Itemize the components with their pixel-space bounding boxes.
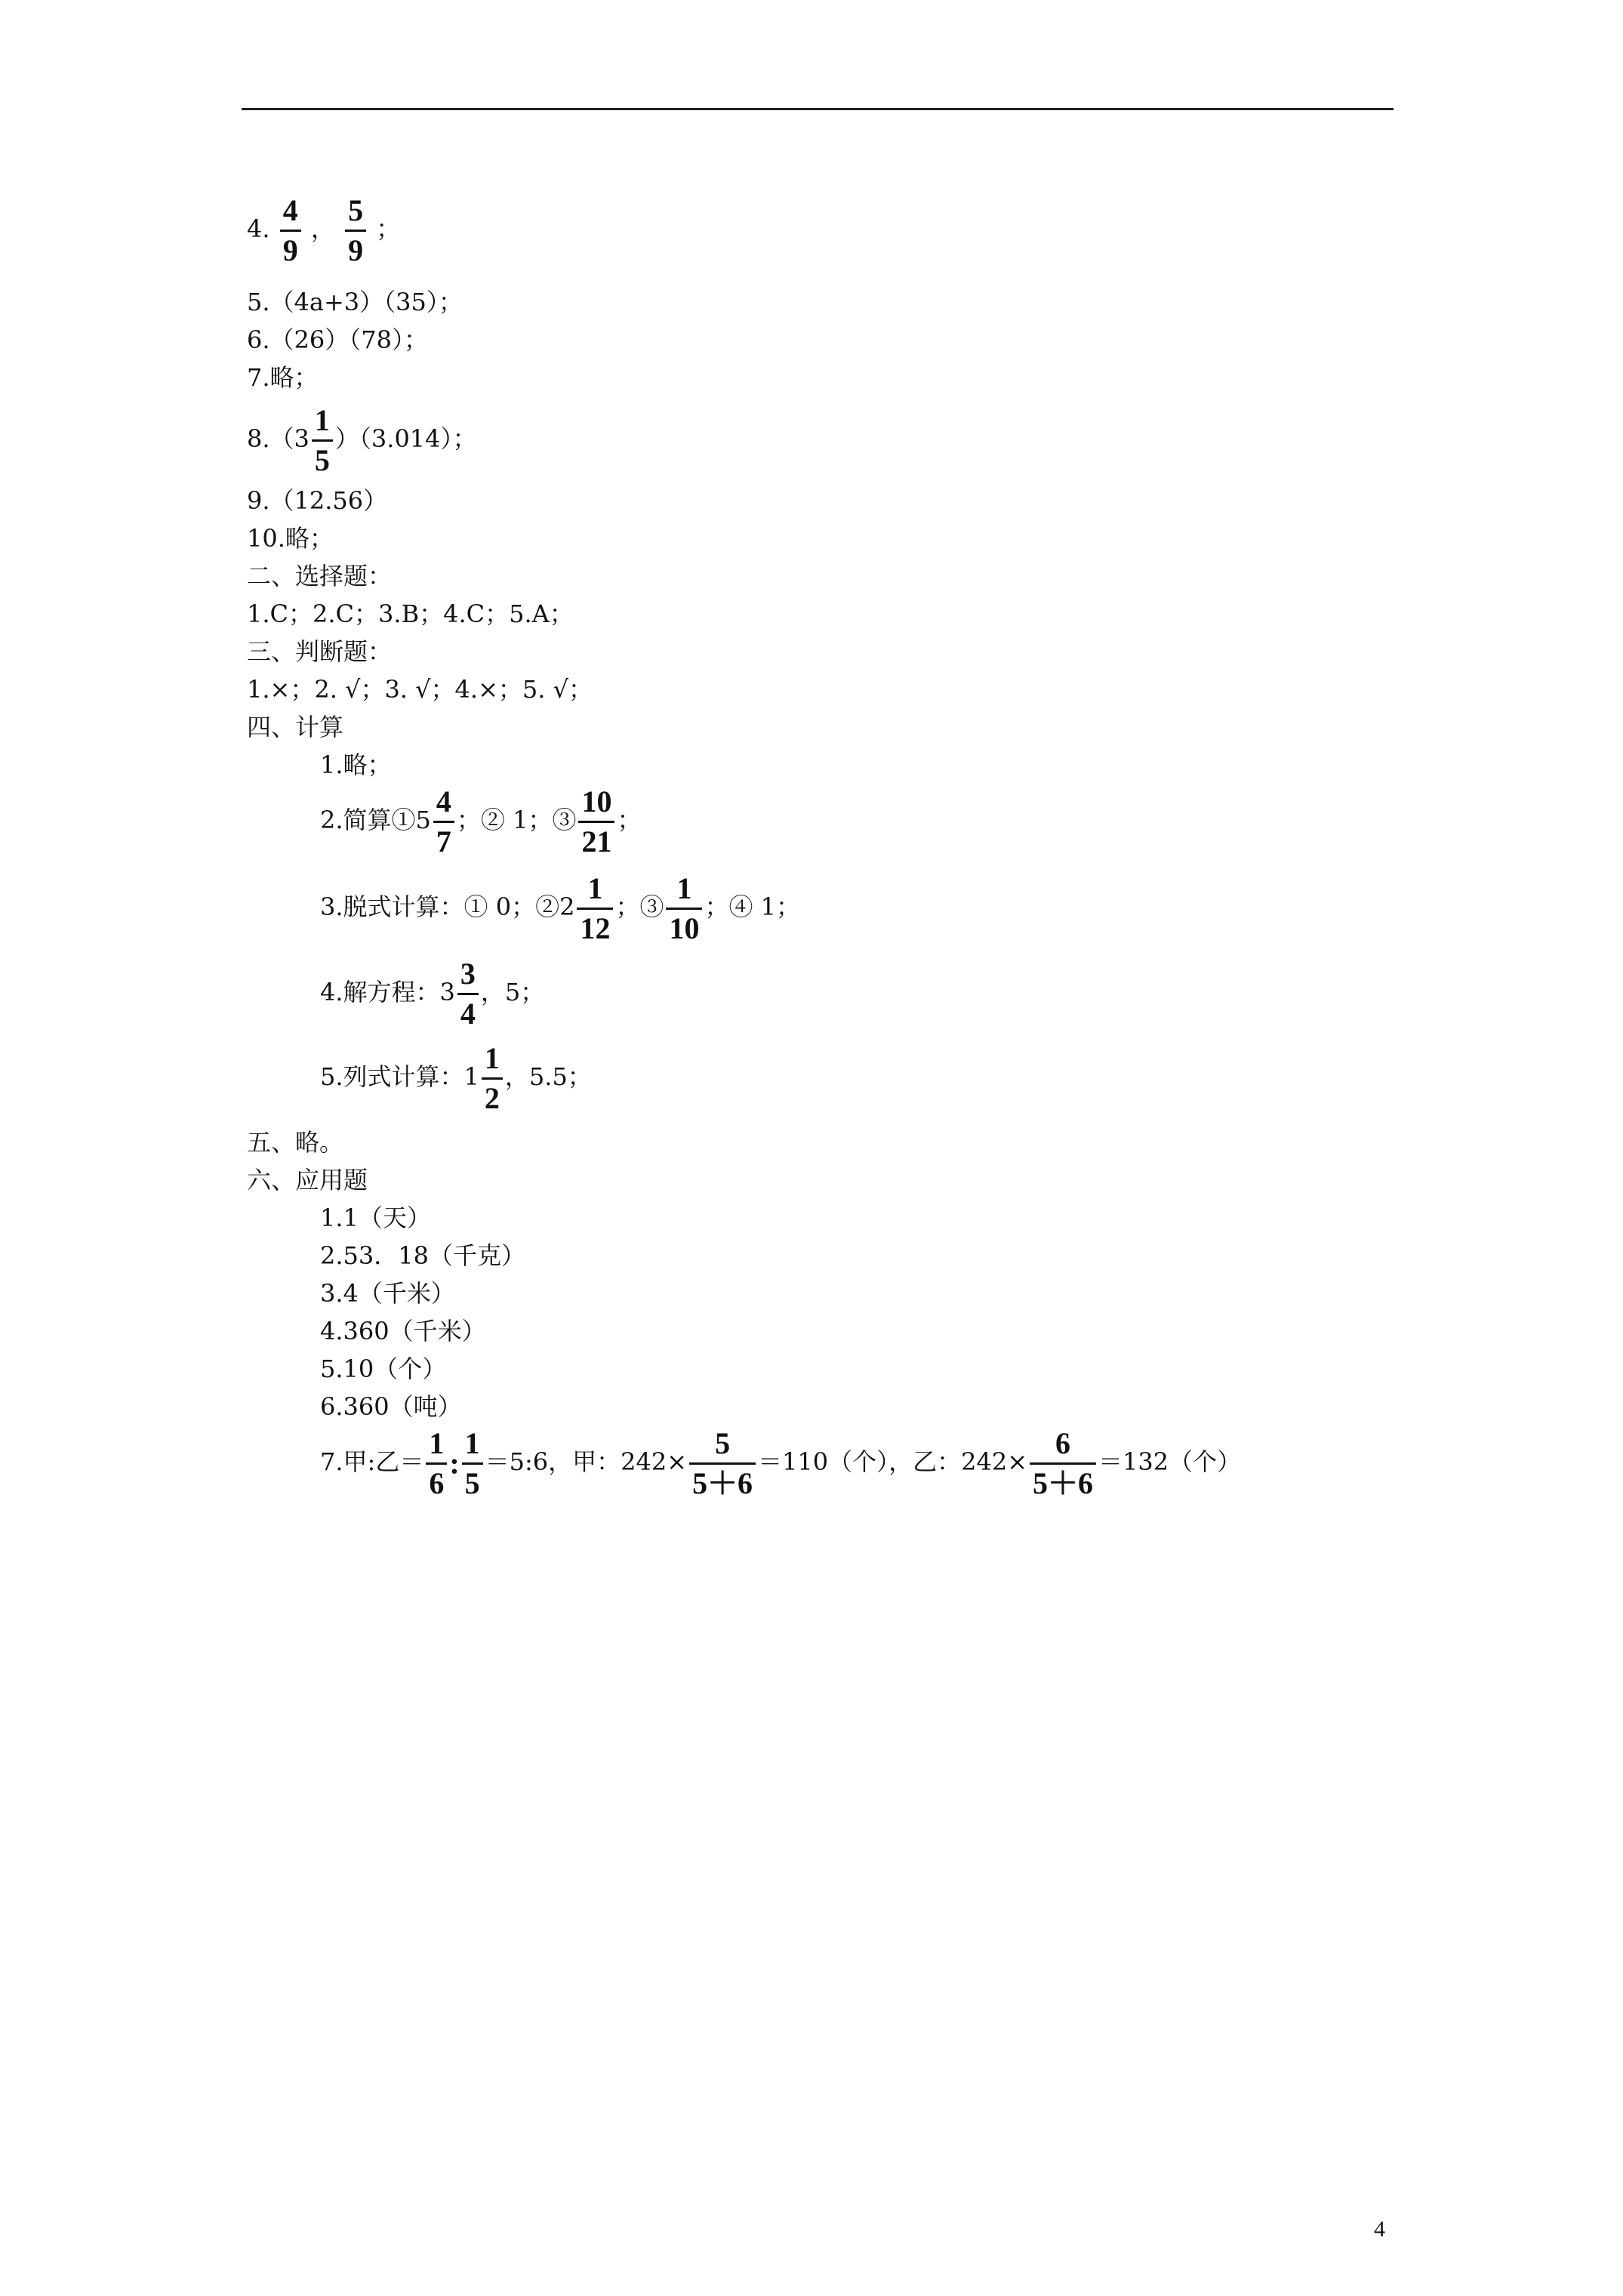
- calc-4: 4.解方程：3 $\frac{3}{4}$ ，5；: [320, 957, 545, 1031]
- page-number: 4: [1374, 2217, 1385, 2242]
- section-5-heading: 五、略。: [247, 1128, 344, 1157]
- answer-line-9: 9.（12.56）: [247, 486, 388, 515]
- fraction: $\frac{3}{4}$: [457, 957, 479, 1031]
- answer-line-7: 7.略；: [247, 363, 319, 392]
- answer-line-6: 6.（26）（78）；: [247, 325, 428, 354]
- answer-line-10: 10.略；: [247, 524, 334, 553]
- section-6-heading: 六、应用题: [247, 1166, 368, 1194]
- app-answer-2: 2.53．18（千克）: [320, 1241, 525, 1270]
- app-answer-5: 5.10（个）: [320, 1354, 447, 1383]
- fraction: $\frac{4}{7}$: [433, 785, 454, 858]
- app-answer-1: 1.1（天）: [320, 1203, 431, 1232]
- fraction: $\frac{6}{5+6}$: [1030, 1427, 1096, 1500]
- fraction: $\frac{5}{5+6}$: [689, 1427, 756, 1500]
- app-answer-4: 4.360（千米）: [320, 1317, 486, 1345]
- section-4-heading: 四、计算: [247, 713, 344, 741]
- calc-2: 2.简算①5 $\frac{4}{7}$ ；② 1；③ $\frac{10}{21}$ ；: [320, 784, 642, 858]
- section-3-answers: 1.×；2. √；3. √；4.×；5. √；: [247, 675, 593, 704]
- fraction: $\frac{1}{6}$: [426, 1427, 447, 1500]
- app-answer-3: 3.4（千米）: [320, 1279, 455, 1308]
- fraction: $\frac{1}{5}$: [462, 1427, 483, 1500]
- section-2-heading: 二、选择题：: [247, 562, 393, 590]
- answer-line-4: 4. $\frac{4}{9}$ ， $\frac{5}{9}$ ；: [247, 193, 401, 267]
- answer-line-8: 8.（3 $\frac{1}{5}$ ）（3.014）；: [247, 403, 477, 477]
- fraction: $\frac{1}{10}$: [666, 872, 702, 945]
- app-answer-7: 7.甲:乙＝ $\frac{1}{6}$ : $\frac{1}{5}$ ＝5:6，甲：242× $\frac{5}{5+6}$ ＝110（个），乙：242× $\frac{6}{5+6}$ ＝132（个）: [320, 1426, 1242, 1500]
- header-rule: [242, 108, 1394, 110]
- app-answer-6: 6.360（吨）: [320, 1392, 462, 1421]
- fraction: $\frac{1}{2}$: [482, 1042, 503, 1115]
- section-3-heading: 三、判断题：: [247, 637, 393, 666]
- fraction: $\frac{10}{21}$: [578, 785, 614, 858]
- section-2-answers: 1.C；2.C；3.B；4.C；5.A；: [247, 599, 574, 628]
- fraction: $\frac{1}{5}$: [312, 404, 333, 477]
- calc-3: 3.脱式计算：① 0；②2 $\frac{1}{12}$ ；③ $\frac{1}{10}$ ；④ 1；: [320, 871, 800, 945]
- fraction: $\frac{5}{9}$: [345, 194, 366, 267]
- fraction: $\frac{1}{12}$: [577, 872, 613, 945]
- calc-5: 5.列式计算：1 $\frac{1}{2}$ ，5.5；: [320, 1041, 592, 1115]
- calc-1: 1.略；: [320, 750, 392, 779]
- answer-line-5: 5.（4a+3）（35）；: [247, 288, 463, 316]
- fraction: $\frac{4}{9}$: [280, 194, 301, 267]
